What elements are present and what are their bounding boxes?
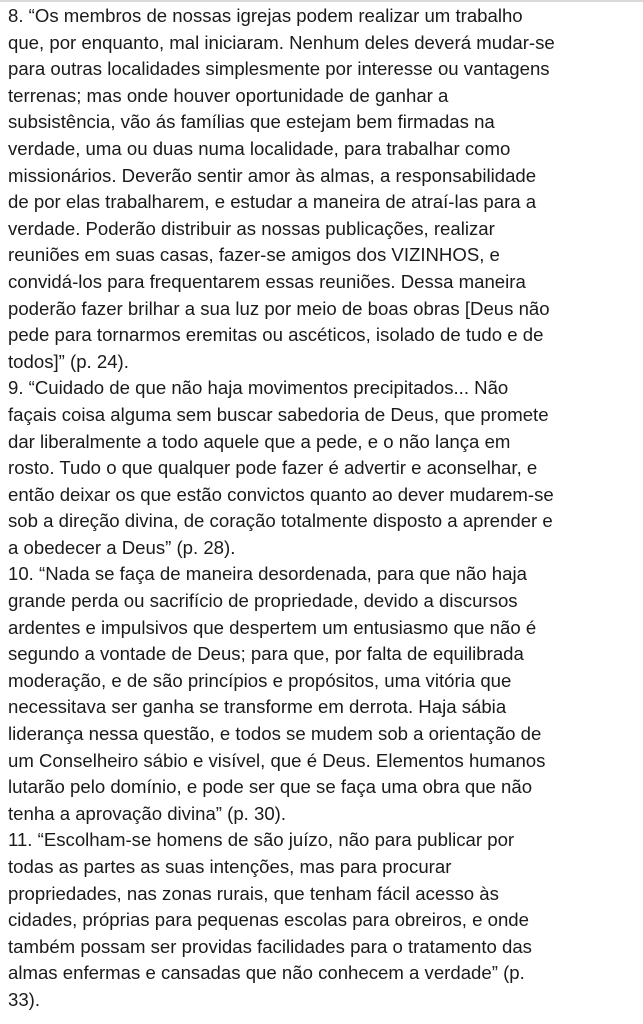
top-divider	[0, 0, 643, 2]
text-line: verdade, uma ou duas numa localidade, para trabalhar como	[8, 137, 511, 159]
text-line: reuniões em suas casas, fazer-se amigos dos VIZINHOS, e	[8, 244, 500, 266]
text-line: cidades, próprias para pequenas escolas para obreiros, e onde	[8, 909, 529, 931]
text-line: 9. “Cuidado de que não haja movimentos precipitados... Não	[8, 377, 509, 399]
text-line: terrenas; mas onde houver oportunidade de ganhar a	[8, 84, 449, 106]
document-text	[8, 3, 636, 1014]
text-line: que, por enquanto, mal iniciaram. Nenhum deles deverá mudar-se	[8, 31, 555, 53]
text-line: convidá-los para frequentarem essas reuniões. Dessa maneira	[8, 270, 526, 292]
text-line: grande perda ou sacrifício de propriedade, devido a discursos	[8, 590, 518, 612]
text-line: pede para tornarmos eremitas ou ascéticos, isolado de tudo e de	[8, 324, 544, 346]
text-line: todos]” (p. 24).	[8, 350, 129, 372]
text-line: segundo a vontade de Deus; para que, por falta de equilibrada	[8, 643, 524, 665]
text-line: lutarão pelo domínio, e pode ser que se faça uma obra que não	[8, 776, 533, 798]
text-line: ardentes e impulsivos que despertem um entusiasmo que não é	[8, 616, 537, 638]
text-line: liderança nessa questão, e todos se mudem sob a orientação de	[8, 723, 542, 745]
text-line: verdade. Poderão distribuir as nossas publicações, realizar	[8, 217, 495, 239]
text-line: a obedecer a Deus” (p. 28).	[8, 536, 236, 558]
text-line: propriedades, nas zonas rurais, que tenham fácil acesso às	[8, 882, 499, 904]
text-line: também possam ser providas facilidades para o tratamento das	[8, 935, 532, 957]
text-line: 8. “Os membros de nossas igrejas podem realizar um trabalho	[8, 5, 523, 26]
text-line: façais coisa alguma sem buscar sabedoria de Deus, que promete	[8, 403, 549, 425]
text-line: rosto. Tudo o que qualquer pode fazer é advertir e aconselhar, e	[8, 457, 538, 479]
text-line: subsistência, vão ás famílias que estejam bem firmadas na	[8, 111, 495, 133]
text-line: missionários. Deverão sentir amor às almas, a responsabilidade	[8, 164, 537, 186]
text-line: poderão fazer brilhar a sua luz por meio de boas obras [Deus não	[8, 297, 550, 319]
text-line: almas enfermas e cansadas que não conhecem a verdade” (p.	[8, 962, 525, 984]
text-line: 33).	[8, 988, 41, 1010]
text-line: moderação, e de são princípios e propósitos, uma vitória que	[8, 669, 512, 691]
text-line: tenha a aprovação divina” (p. 30).	[8, 802, 287, 824]
text-line: necessitava ser ganha se transforme em derrota. Haja sábia	[8, 696, 507, 718]
text-line: de por elas trabalharem, e estudar a maneira de atraí-las para a	[8, 191, 537, 213]
text-line: 11. “Escolham-se homens de são juízo, não para publicar por	[8, 829, 515, 851]
text-line: um Conselheiro sábio e visível, que é Deus. Elementos humanos	[8, 749, 546, 771]
text-line: sob a direção divina, de coração totalmente disposto a aprender e	[8, 510, 553, 532]
text-line: 10. “Nada se faça de maneira desordenada, para que não haja	[8, 563, 527, 585]
text-line: para outras localidades simplesmente por interesse ou vantagens	[8, 58, 550, 80]
text-line: dar liberalmente a todo aquele que a pede, e o não lança em	[8, 430, 511, 452]
text-line: então deixar os que estão convictos quanto ao dever mudarem-se	[8, 483, 554, 505]
text-line: todas as partes as suas intenções, mas para procurar	[8, 856, 452, 877]
